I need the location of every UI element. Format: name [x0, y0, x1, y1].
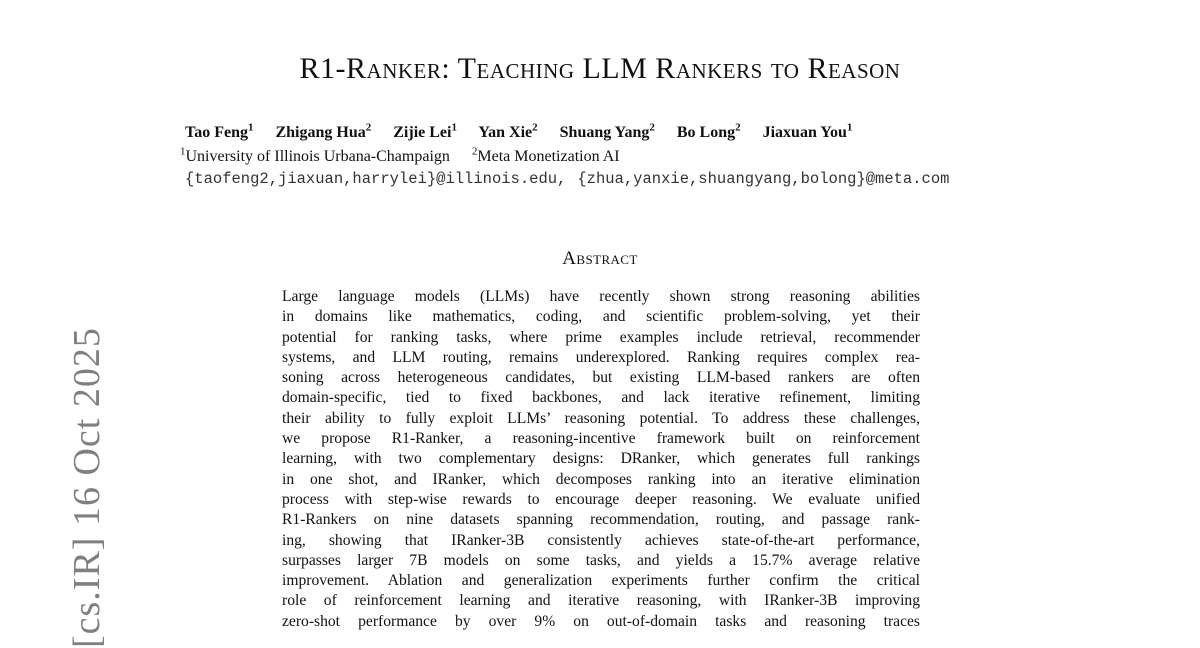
abstract-line: zero-shot performance by over 9% on out-of-domain tasks and reasoning traces — [282, 612, 920, 630]
abstract-line: R1-Rankers on nine datasets spanning recommendation, routing, and passage rank- — [282, 511, 920, 529]
abstract-line: improvement. Ablation and generalization experiments further confirm the critical — [282, 572, 920, 590]
abstract-heading: Abstract — [562, 248, 638, 269]
author-list — [185, 121, 870, 142]
author-name: Zhigang Hua — [275, 124, 366, 141]
abstract-line: systems, and LLM routing, remains underexplored. Ranking requires complex rea- — [282, 348, 920, 366]
author — [559, 121, 655, 141]
author — [393, 121, 457, 141]
arxiv-stamp: [cs.IR] 16 Oct 2025 — [66, 327, 108, 648]
abstract-line: soning across heterogeneous candidates, but existing LLM-based rankers are often — [282, 369, 920, 387]
author — [185, 121, 254, 141]
abstract-line: we propose R1-Ranker, a reasoning-incentive framework built on reinforcement — [282, 430, 920, 448]
author — [676, 121, 741, 141]
abstract-line: their ability to fully exploit LLMs’ reasoning potential. To address these challenges, — [282, 409, 920, 427]
author-affil-mark: 2 — [735, 121, 741, 134]
affiliation-name: Meta Monetization AI — [477, 148, 620, 165]
abstract-line: ing, showing that IRanker-3B consistently achieves state-of-the-art performance, — [282, 531, 920, 549]
author-affil-mark: 2 — [532, 121, 538, 134]
affiliation-list — [180, 145, 638, 166]
author-affil-mark: 1 — [846, 121, 853, 134]
author-affil-mark: 1 — [451, 121, 457, 134]
abstract-line: Large language models (LLMs) have recently shown strong reasoning abilities — [282, 288, 920, 305]
email-group-illinois: {taofeng2,jiaxuan,harrylei}@illinois.edu, — [185, 170, 567, 188]
affiliation-name: University of Illinois Urbana-Champaign — [185, 148, 450, 165]
affiliation-mark: 2 — [471, 145, 478, 158]
author-name: Tao Feng — [185, 124, 248, 141]
abstract-line: role of reinforcement learning and iterative reasoning, with IRanker-3B improving — [282, 592, 920, 610]
author-affil-mark: 2 — [365, 121, 372, 134]
abstract-line: learning, with two complementary designs: DRanker, which generates full rankings — [282, 450, 920, 468]
email-list — [185, 170, 960, 188]
affiliation — [180, 145, 450, 165]
abstract-line: in domains like mathematics, coding, and scientific problem-solving, yet their — [282, 308, 920, 326]
author-affil-mark: 2 — [649, 121, 655, 134]
author — [275, 121, 372, 141]
abstract-line: in one shot, and IRanker, which decomposes ranking into an iterative elimination — [282, 470, 920, 488]
abstract-line: potential for ranking tasks, where prime examples include retrieval, recommender — [282, 328, 920, 346]
abstract-line: process with step-wise rewards to encourage deeper reasoning. We evaluate unified — [282, 490, 920, 508]
author-name: Jiaxuan You — [762, 124, 847, 141]
abstract-body — [282, 287, 920, 632]
author-name: Zijie Lei — [393, 124, 452, 141]
abstract-line: surpasses larger 7B models on some tasks, and yields a 15.7% average relative — [282, 551, 920, 569]
paper-title: R1-Ranker: Teaching LLM Rankers to Reason — [299, 52, 901, 85]
author-affil-mark: 1 — [247, 121, 254, 134]
affiliation — [471, 145, 620, 165]
author-name: Bo Long — [676, 124, 736, 141]
author — [762, 121, 853, 141]
author-name: Yan Xie — [478, 124, 533, 141]
affiliation-mark: 1 — [180, 145, 186, 158]
abstract-line: domain-specific, tied to fixed backbones, and lack iterative refinement, limiting — [282, 389, 920, 407]
author-name: Shuang Yang — [559, 124, 650, 141]
author — [478, 121, 538, 141]
email-group-meta: {zhua,yanxie,shuangyang,bolong}@meta.com — [577, 170, 950, 188]
